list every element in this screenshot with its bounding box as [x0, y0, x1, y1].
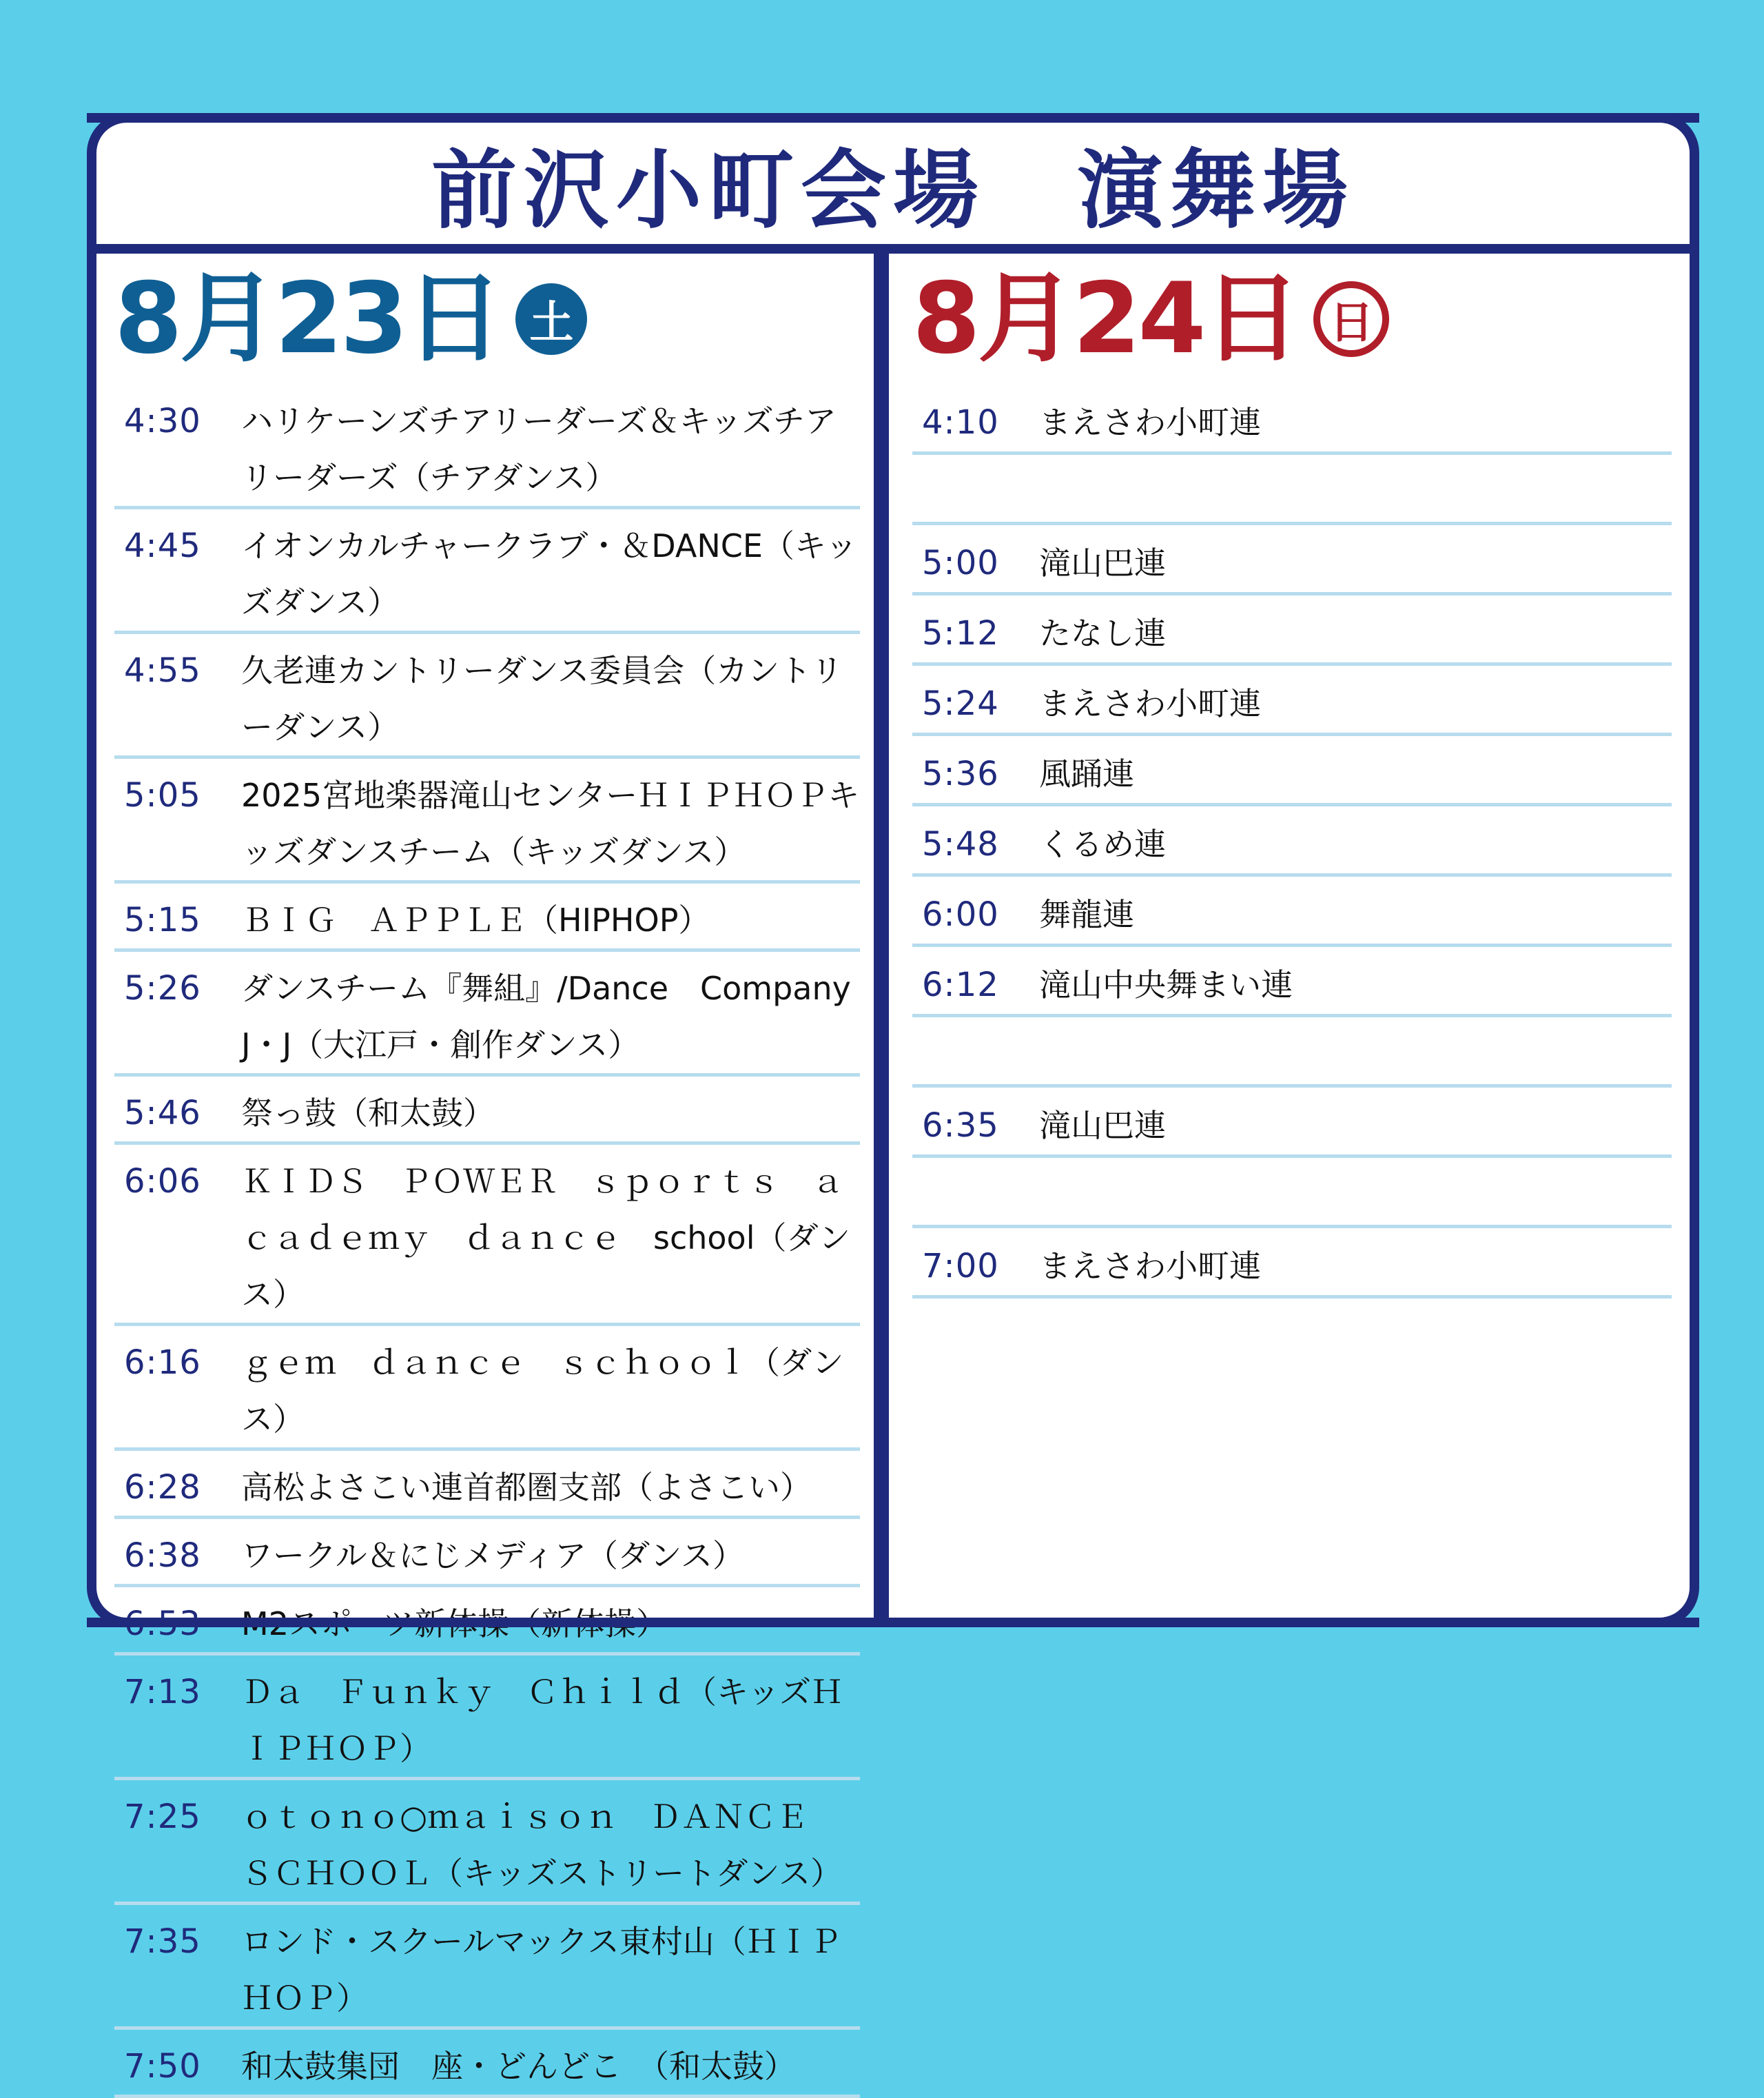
performance-time: 6:35 [922, 1106, 999, 1145]
schedule-row [912, 525, 1672, 595]
day2-list [912, 385, 1672, 1298]
performance-time: 5:36 [922, 755, 999, 793]
schedule-row [114, 509, 860, 634]
performance-time: 7:35 [124, 1922, 201, 1961]
day1-list [114, 385, 883, 2098]
performance-time: 6:16 [124, 1343, 201, 1382]
performance-time: 7:00 [922, 1247, 999, 1285]
schedule-row [114, 759, 860, 884]
performer-name: ＫＩＤＳ ＰＯＷＥＲ ｓｐｏｒｔｓ ａｃａｄｅｍｙ ｄａｎｃｅ school（ダンス） [241, 1163, 850, 1313]
performance-time: 5:05 [124, 776, 201, 815]
schedule-row [912, 595, 1672, 666]
performer-name: まえさわ小町連 [1039, 404, 1261, 441]
schedule-row [912, 1158, 1672, 1228]
performance-time: 4:30 [124, 402, 201, 440]
schedule-row [912, 1088, 1672, 1158]
performer-name: ｇｅｍ ｄａｎｃｅ ｓｃｈｏｏｌ（ダンス） [241, 1344, 844, 1438]
performer-name: ハリケーンズチアリーダーズ＆キッズチアリーダーズ（チアダンス） [241, 403, 837, 496]
performer-name: ロンド・スクールマックス東村山（ＨＩＰＨＯＰ） [241, 1923, 841, 2017]
performance-time: 5:15 [124, 901, 201, 939]
schedule-row [912, 666, 1672, 736]
performance-time: 5:00 [922, 544, 999, 582]
performance-time [912, 1168, 1039, 1225]
performance-time: 7:50 [124, 2047, 201, 2086]
performance-time: 5:12 [922, 614, 999, 653]
schedule-row [912, 1017, 1672, 1088]
schedule-row [114, 1780, 860, 1905]
performance-time: 7:13 [124, 1673, 201, 1711]
schedule-row [912, 736, 1672, 806]
performer-name [1039, 1027, 1672, 1084]
performer-name: 2025宮地楽器滝山センターＨＩＰＨＯＰキッズダンスチーム（キッズダンス） [241, 777, 860, 870]
performance-time: 4:55 [124, 651, 201, 690]
performer-name: ダンスチーム『舞組』/Dance Company J・J（大江戸・創作ダンス） [241, 970, 883, 1063]
bottom-frame-edge [87, 1618, 1699, 1627]
schedule-row [114, 634, 860, 759]
performer-name: くるめ連 [1039, 826, 1166, 863]
performance-time: 6:00 [922, 895, 999, 934]
performer-name: ワークル＆にじメディア（ダンス） [241, 1537, 745, 1574]
schedule-row [912, 806, 1672, 877]
venue-title: 前沢小町会場 演舞場 [431, 141, 1355, 241]
performer-name: 祭っ鼓（和太鼓） [241, 1094, 495, 1132]
schedule-row [912, 947, 1672, 1017]
performer-name: イオンカルチャークラブ・＆DANCE（キッズダンス） [241, 527, 857, 621]
schedule-row [114, 1519, 860, 1587]
schedule-row [912, 1228, 1672, 1298]
performance-time: 5:26 [124, 969, 201, 1008]
day1-date: 8月23日 [114, 262, 501, 376]
performer-name: まえさわ小町連 [1039, 1247, 1261, 1285]
schedule-row [912, 385, 1672, 455]
performance-time: 5:46 [124, 1094, 201, 1132]
day1-header [114, 254, 860, 385]
schedule-row [912, 877, 1672, 947]
performance-time: 4:45 [124, 527, 201, 565]
schedule-row [912, 455, 1672, 525]
performance-time [912, 1027, 1039, 1084]
performance-time: 7:25 [124, 1797, 201, 1836]
schedule-columns [96, 254, 1690, 2086]
day1-column [96, 254, 889, 2086]
performer-name: 高松よさこい連首都圏支部（よさこい） [241, 1469, 812, 1506]
schedule-row [114, 385, 860, 509]
schedule-row [114, 1145, 860, 1326]
schedule-row [114, 1905, 860, 2030]
schedule-row [114, 1451, 860, 1519]
performance-time: 4:10 [922, 403, 999, 442]
performance-time: 6:12 [922, 966, 999, 1004]
performer-name: ｏｔｏｎｏ○ｍａｉｓｏｎ ＤＡＮＣＥ ＳＣＨＯＯＬ（キッズストリートダンス） [241, 1798, 843, 1892]
performer-name: 滝山巴連 [1039, 1107, 1166, 1144]
schedule-row [114, 952, 883, 1077]
performer-name: Ｄａ Ｆｕｎｋｙ Ｃｈｉｌｄ（キッズＨＩＰＨＯＰ） [241, 1673, 843, 1767]
performer-name: たなし連 [1039, 615, 1166, 652]
performance-time: 6:28 [124, 1468, 201, 1507]
performer-name [1039, 465, 1672, 522]
performer-name: ＢＩＧ ＡＰＰＬＥ（HIPHOP） [241, 902, 710, 939]
performer-name: 滝山巴連 [1039, 544, 1166, 582]
day2-date: 8月24日 [912, 262, 1299, 376]
day2-weekday-badge: 日 [1313, 281, 1389, 357]
performance-time: 6:38 [124, 1536, 201, 1575]
schedule-row [114, 1077, 860, 1145]
schedule-row [114, 1656, 860, 1780]
performer-name: 久老連カントリーダンス委員会（カントリーダンス） [241, 652, 843, 746]
performer-name: 滝山中央舞まい連 [1039, 966, 1293, 1004]
performance-time: 5:24 [922, 684, 999, 723]
day1-weekday-badge: 土 [515, 283, 587, 355]
title-bar [96, 123, 1690, 254]
performance-time [912, 465, 1039, 522]
schedule-row [114, 884, 860, 952]
performer-name: まえさわ小町連 [1039, 685, 1261, 722]
performer-name: 風踊連 [1039, 755, 1134, 793]
schedule-board [87, 113, 1699, 2086]
day2-header [912, 254, 1672, 385]
performer-name: 和太鼓集団 座・どんどこ （和太鼓） [241, 2048, 796, 2085]
schedule-row [114, 1326, 860, 1451]
day2-column [889, 254, 1690, 1618]
performer-name: 舞龍連 [1039, 896, 1134, 933]
schedule-row [114, 2030, 860, 2098]
performance-time: 5:48 [922, 825, 999, 864]
performance-time: 6:06 [124, 1162, 201, 1201]
performer-name [1039, 1168, 1672, 1225]
